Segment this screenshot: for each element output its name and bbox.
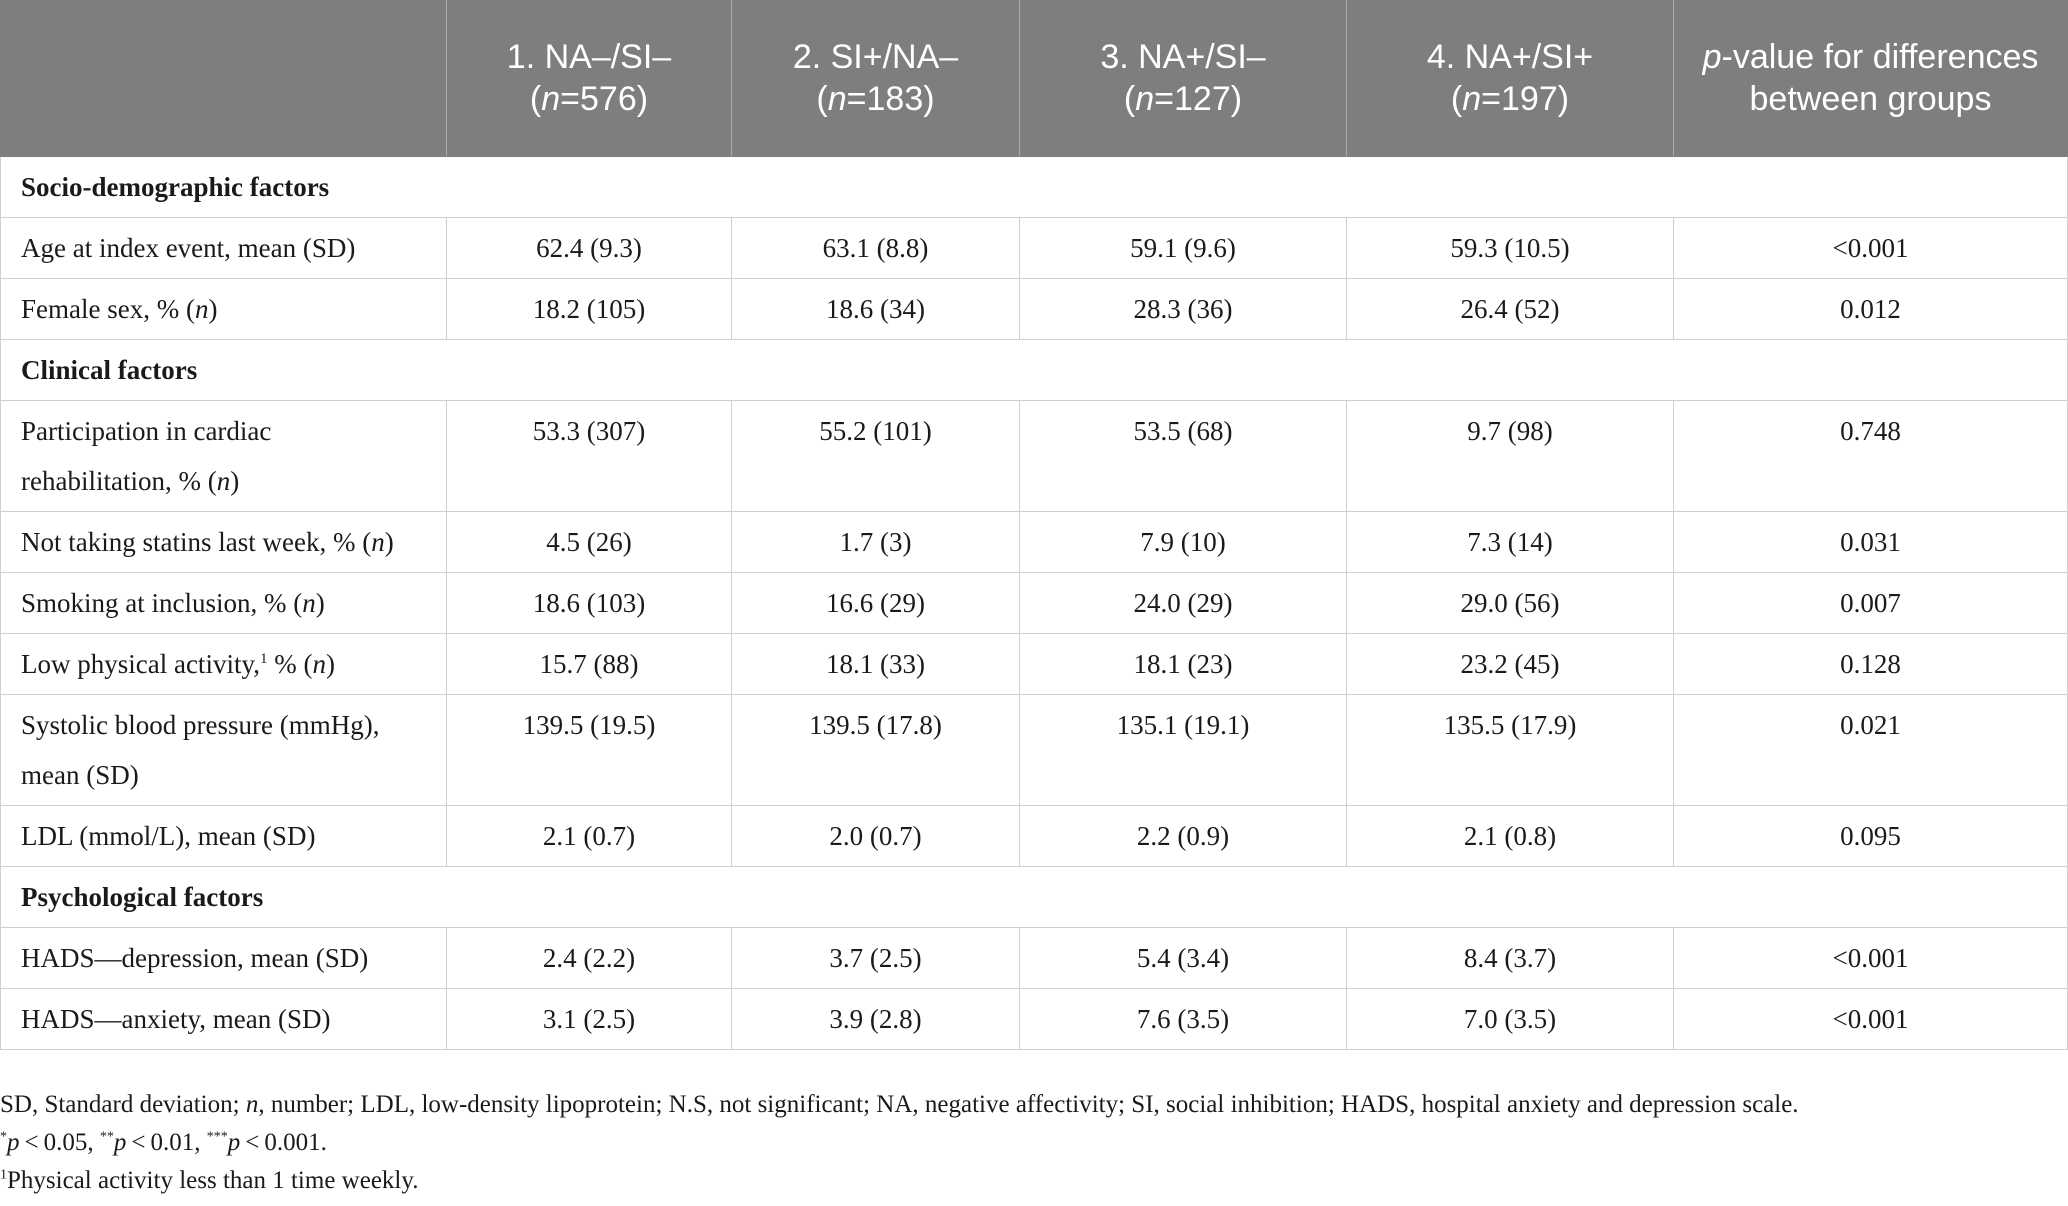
cell-value: 135.5 (17.9) bbox=[1347, 694, 1674, 805]
label-close: ) bbox=[384, 526, 394, 557]
header-group-2 bbox=[732, 0, 1020, 156]
table-row-activity bbox=[1, 633, 2068, 694]
cell-p-value: 0.012 bbox=[1674, 278, 2068, 339]
section-title: Psychological factors bbox=[1, 866, 2068, 927]
cell-value: 9.7 (98) bbox=[1347, 400, 1674, 511]
cell-value: 3.7 (2.5) bbox=[732, 927, 1020, 988]
table-header bbox=[1, 0, 2068, 156]
cell-value: 18.1 (23) bbox=[1020, 633, 1347, 694]
section-row-socio bbox=[1, 156, 2068, 217]
group-3-n-value: =127 bbox=[1154, 79, 1231, 118]
section-row-clinical bbox=[1, 339, 2068, 400]
group-2-paren-close: ) bbox=[923, 79, 935, 118]
table-row-statins bbox=[1, 511, 2068, 572]
cell-value: 2.4 (2.2) bbox=[447, 927, 732, 988]
group-2-n-value: =183 bbox=[846, 79, 924, 118]
sig-p-3: p bbox=[227, 1129, 241, 1156]
group-1-title: 1. NA–/SI– bbox=[506, 37, 672, 76]
sig-text-3: < 0.001. bbox=[240, 1129, 327, 1156]
sig-stars-1: * bbox=[0, 1129, 7, 1145]
label-text: Not taking statins last week, % ( bbox=[21, 526, 372, 557]
label-mid: % ( bbox=[267, 648, 313, 679]
label-text: Participation in cardiac rehabilitation, % ( bbox=[21, 415, 272, 496]
table-row-ldl bbox=[1, 805, 2068, 866]
abbrev-text: SD, Standard deviation; bbox=[0, 1091, 246, 1118]
section-row-psych bbox=[1, 866, 2068, 927]
row-label bbox=[1, 633, 447, 694]
label-n: n bbox=[312, 648, 326, 679]
group-4-n-label: n bbox=[1462, 79, 1482, 118]
group-3-n-label: n bbox=[1135, 79, 1155, 118]
cell-value: 62.4 (9.3) bbox=[447, 217, 732, 278]
label-text: Female sex, % ( bbox=[21, 293, 195, 324]
label-close: ) bbox=[230, 465, 240, 496]
table-row-hads-anxiety bbox=[1, 988, 2068, 1049]
abbreviations-note bbox=[0, 1086, 2060, 1124]
header-group-4 bbox=[1347, 0, 1674, 156]
cell-value: 24.0 (29) bbox=[1020, 572, 1347, 633]
group-1-paren-open: ( bbox=[529, 79, 542, 118]
cell-value: 55.2 (101) bbox=[732, 400, 1020, 511]
header-group-3 bbox=[1020, 0, 1347, 156]
row-label: Age at index event, mean (SD) bbox=[1, 217, 447, 278]
p-value-italic: p bbox=[1702, 37, 1722, 76]
cell-p-value: 0.021 bbox=[1674, 694, 2068, 805]
footnote-1-marker: 1 bbox=[0, 1167, 7, 1183]
cell-p-value: 0.031 bbox=[1674, 511, 2068, 572]
group-4-paren-open: ( bbox=[1450, 79, 1463, 118]
cell-p-value: 0.748 bbox=[1674, 400, 2068, 511]
section-title: Socio-demographic factors bbox=[1, 156, 2068, 217]
label-close: ) bbox=[208, 293, 218, 324]
group-1-n-value: =576 bbox=[560, 79, 637, 118]
table-row-sbp bbox=[1, 694, 2068, 805]
cell-value: 1.7 (3) bbox=[732, 511, 1020, 572]
group-1-paren-close: ) bbox=[636, 79, 649, 118]
cell-value: 18.1 (33) bbox=[732, 633, 1020, 694]
label-text: Smoking at inclusion, % ( bbox=[21, 587, 303, 618]
cell-value: 139.5 (19.5) bbox=[447, 694, 732, 805]
cell-value: 63.1 (8.8) bbox=[732, 217, 1020, 278]
cell-value: 7.0 (3.5) bbox=[1347, 988, 1674, 1049]
header-group-1 bbox=[447, 0, 732, 156]
sig-p-2: p bbox=[113, 1129, 127, 1156]
header-p-value bbox=[1674, 0, 2068, 156]
cell-value: 18.6 (103) bbox=[447, 572, 732, 633]
group-1-n-label: n bbox=[541, 79, 561, 118]
label-close: ) bbox=[315, 587, 325, 618]
cell-value: 2.0 (0.7) bbox=[732, 805, 1020, 866]
table-row-smoking bbox=[1, 572, 2068, 633]
group-4-n-value: =197 bbox=[1481, 79, 1558, 118]
abbrev-rest: , number; LDL, low-density lipoprotein; N.S, not significant; NA, negative affectivity; SI, social inhibition; HADS, hospital anxiety and depression scale. bbox=[258, 1091, 1799, 1118]
cell-value: 29.0 (56) bbox=[1347, 572, 1674, 633]
group-4-title: 4. NA+/SI+ bbox=[1426, 37, 1594, 76]
cell-value: 59.1 (9.6) bbox=[1020, 217, 1347, 278]
group-3-paren-close: ) bbox=[1230, 79, 1243, 118]
sig-stars-2: ** bbox=[99, 1129, 114, 1145]
sig-stars-3: *** bbox=[206, 1129, 228, 1145]
table-notes bbox=[0, 1086, 2060, 1200]
label-text: Low physical activity, bbox=[21, 648, 260, 679]
label-n: n bbox=[194, 293, 209, 324]
cell-value: 3.1 (2.5) bbox=[447, 988, 732, 1049]
table-row-rehab bbox=[1, 400, 2068, 511]
sig-p-1: p bbox=[7, 1129, 20, 1156]
header-cell-empty bbox=[1, 0, 447, 156]
group-3-paren-open: ( bbox=[1123, 79, 1136, 118]
cell-value: 2.1 (0.8) bbox=[1347, 805, 1674, 866]
row-label bbox=[1, 400, 447, 511]
header-row bbox=[1, 0, 2068, 156]
cell-value: 15.7 (88) bbox=[447, 633, 732, 694]
abbrev-n: n bbox=[245, 1091, 259, 1118]
footnote-1 bbox=[0, 1162, 2060, 1200]
row-label bbox=[1, 572, 447, 633]
label-close: ) bbox=[325, 648, 335, 679]
cell-p-value: 0.007 bbox=[1674, 572, 2068, 633]
group-3-title: 3. NA+/SI– bbox=[1100, 37, 1266, 76]
table-row-hads-depression bbox=[1, 927, 2068, 988]
footnote-1-text: Physical activity less than 1 time weekly. bbox=[7, 1167, 419, 1194]
cell-value: 59.3 (10.5) bbox=[1347, 217, 1674, 278]
cell-value: 7.6 (3.5) bbox=[1020, 988, 1347, 1049]
cell-value: 135.1 (19.1) bbox=[1020, 694, 1347, 805]
row-label: LDL (mmol/L), mean (SD) bbox=[1, 805, 447, 866]
significance-note bbox=[0, 1124, 2060, 1162]
row-label: HADS—anxiety, mean (SD) bbox=[1, 988, 447, 1049]
cell-value: 7.9 (10) bbox=[1020, 511, 1347, 572]
cell-value: 139.5 (17.8) bbox=[732, 694, 1020, 805]
cell-value: 4.5 (26) bbox=[447, 511, 732, 572]
cell-p-value: 0.095 bbox=[1674, 805, 2068, 866]
row-label: HADS—depression, mean (SD) bbox=[1, 927, 447, 988]
section-title: Clinical factors bbox=[1, 339, 2068, 400]
cell-value: 8.4 (3.7) bbox=[1347, 927, 1674, 988]
table-row-female bbox=[1, 278, 2068, 339]
sig-text-2: < 0.01, bbox=[126, 1129, 207, 1156]
table-body bbox=[1, 156, 2068, 1049]
cell-p-value: <0.001 bbox=[1674, 217, 2068, 278]
cell-value: 18.2 (105) bbox=[447, 278, 732, 339]
cell-value: 5.4 (3.4) bbox=[1020, 927, 1347, 988]
group-4-paren-close: ) bbox=[1557, 79, 1570, 118]
footnote-marker: 1 bbox=[259, 650, 268, 667]
label-n: n bbox=[371, 526, 385, 557]
row-label bbox=[1, 278, 447, 339]
cell-p-value: 0.128 bbox=[1674, 633, 2068, 694]
label-n: n bbox=[302, 587, 316, 618]
cell-p-value: <0.001 bbox=[1674, 927, 2068, 988]
cell-value: 53.3 (307) bbox=[447, 400, 732, 511]
cell-value: 53.5 (68) bbox=[1020, 400, 1347, 511]
cell-value: 26.4 (52) bbox=[1347, 278, 1674, 339]
sig-text-1: < 0.05, bbox=[19, 1129, 100, 1156]
cell-value: 2.1 (0.7) bbox=[447, 805, 732, 866]
row-label bbox=[1, 511, 447, 572]
group-2-n-label: n bbox=[827, 79, 847, 118]
cell-value: 28.3 (36) bbox=[1020, 278, 1347, 339]
group-2-paren-open: ( bbox=[816, 79, 828, 118]
cell-p-value: <0.001 bbox=[1674, 988, 2068, 1049]
cell-value: 7.3 (14) bbox=[1347, 511, 1674, 572]
cell-value: 16.6 (29) bbox=[732, 572, 1020, 633]
table-row-age bbox=[1, 217, 2068, 278]
cell-value: 23.2 (45) bbox=[1347, 633, 1674, 694]
label-n: n bbox=[216, 465, 231, 496]
cell-value: 18.6 (34) bbox=[732, 278, 1020, 339]
row-label: Systolic blood pressure (mmHg), mean (SD) bbox=[1, 694, 447, 805]
cell-value: 2.2 (0.9) bbox=[1020, 805, 1347, 866]
group-2-title: 2. SI+/NA– bbox=[792, 37, 959, 76]
p-value-title: -value for differences between groups bbox=[1721, 37, 2039, 118]
cell-value: 3.9 (2.8) bbox=[732, 988, 1020, 1049]
